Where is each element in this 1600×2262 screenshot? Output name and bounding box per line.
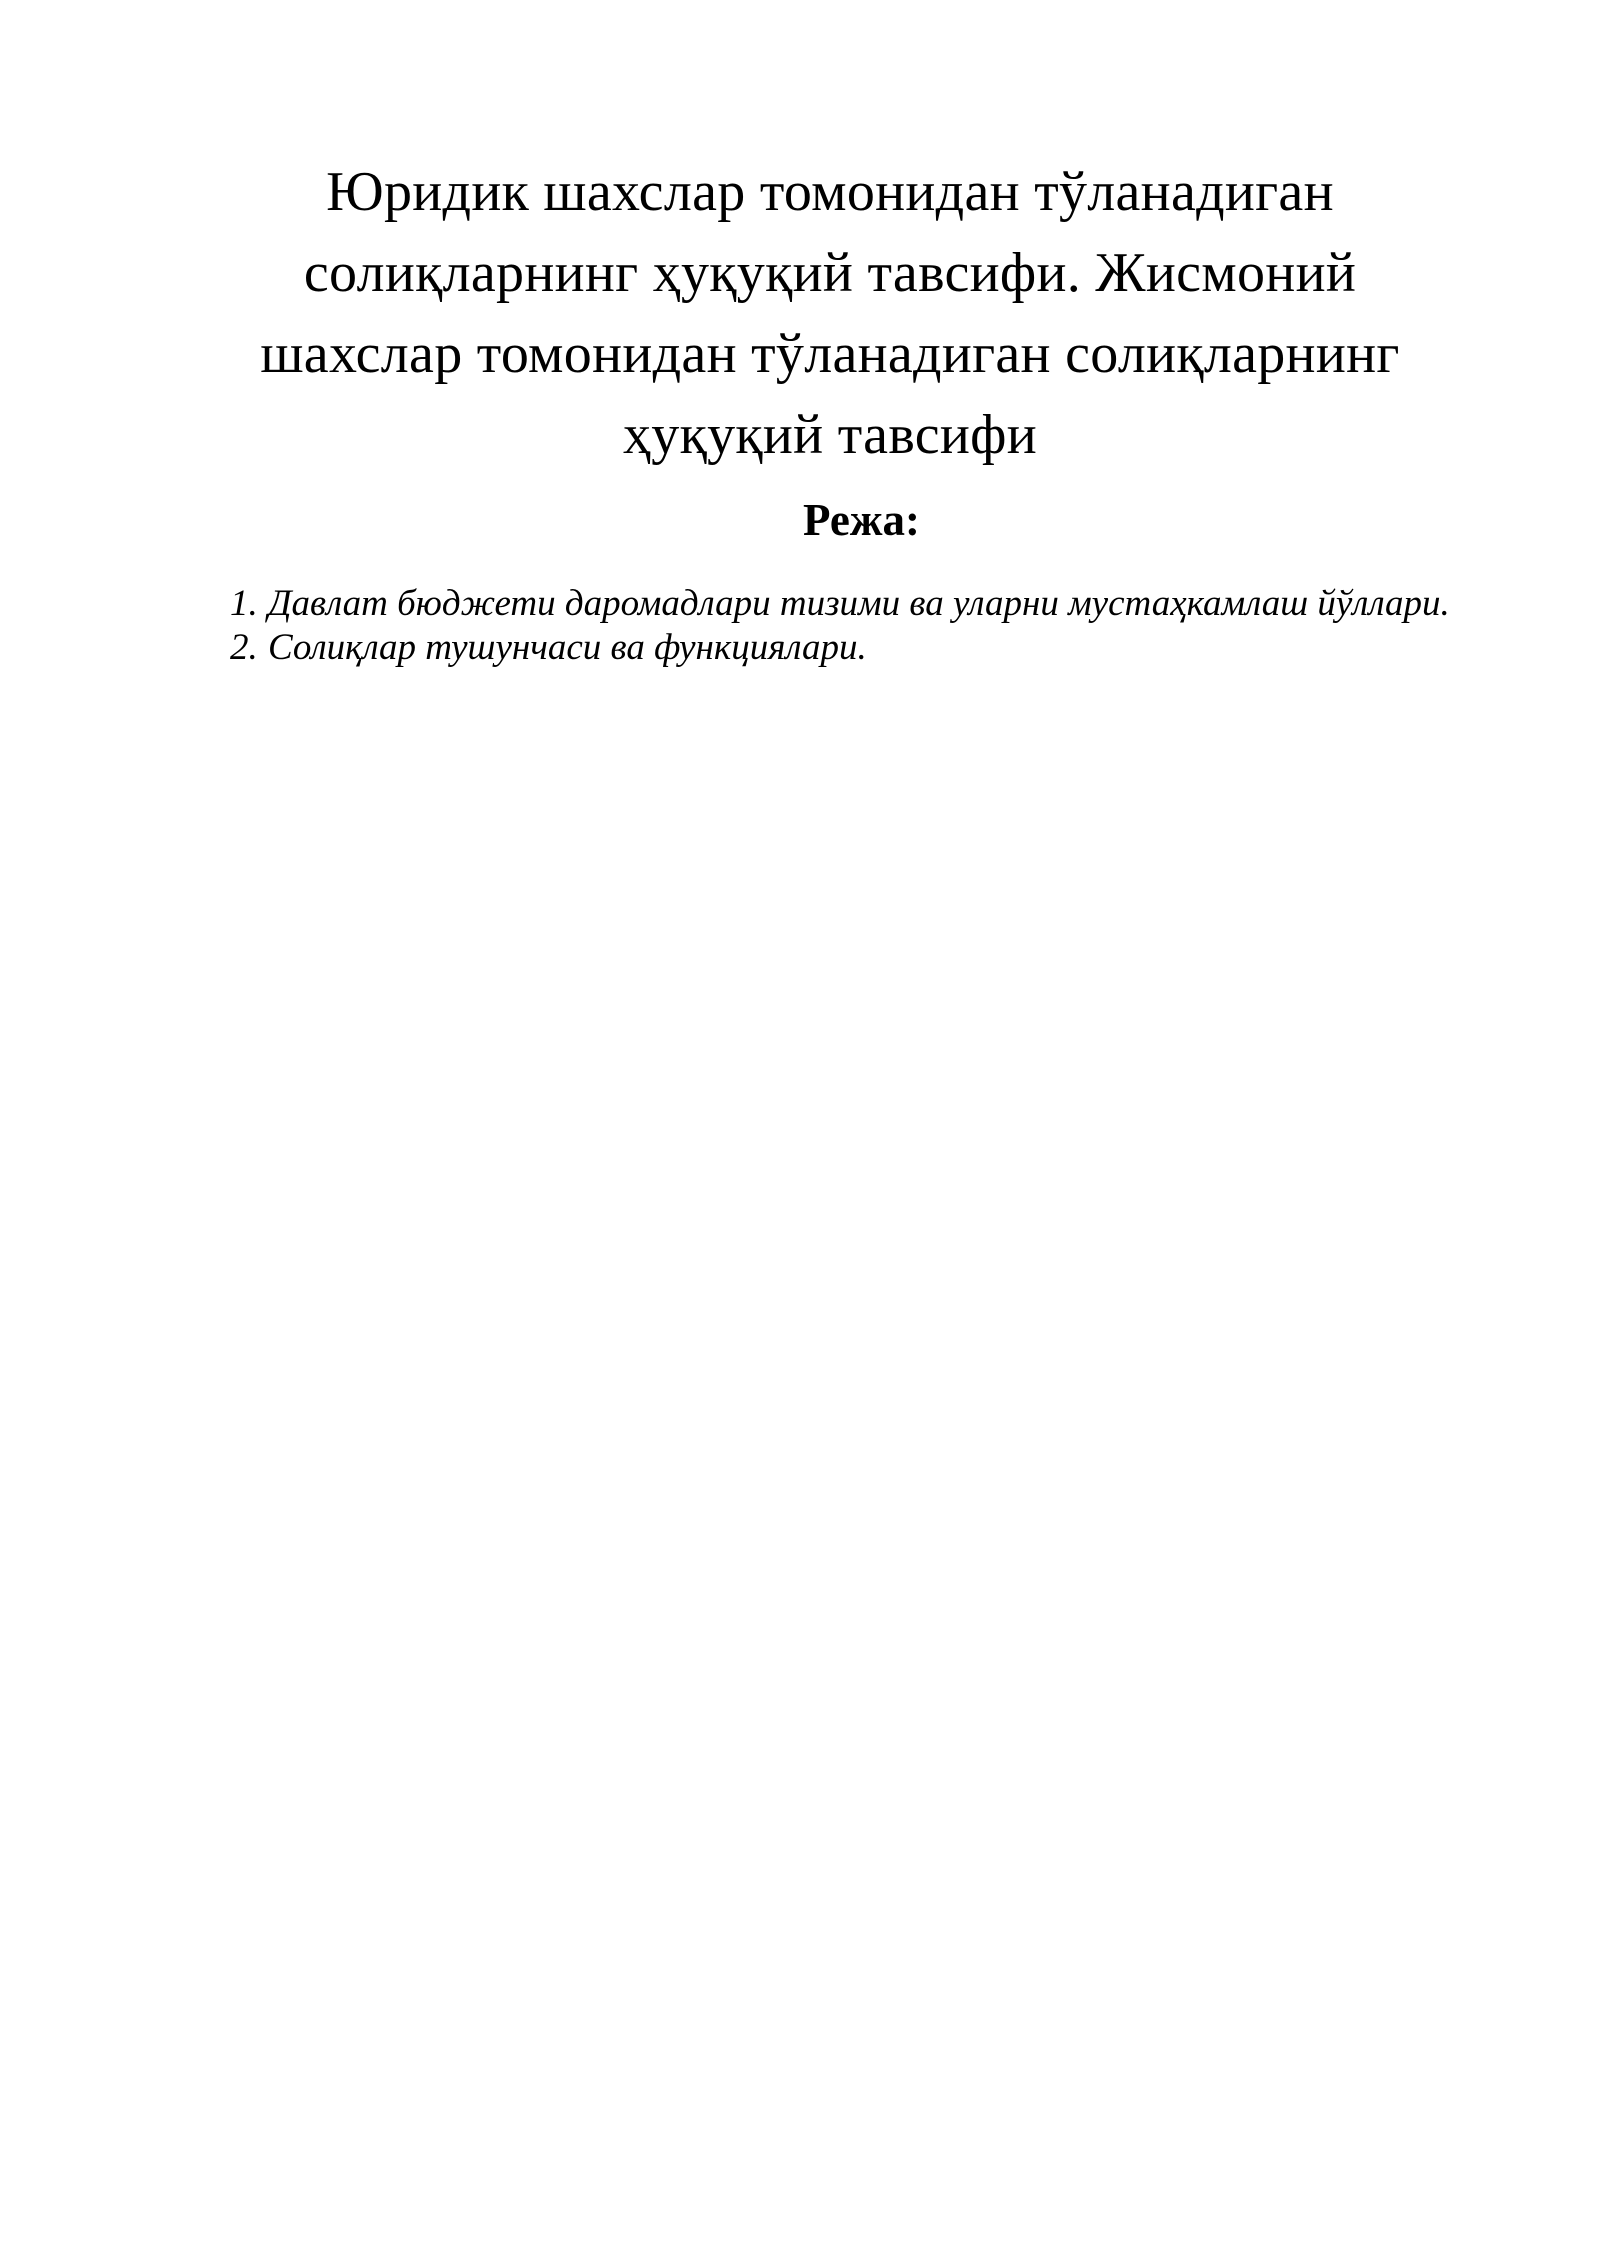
plan-heading: Режа:: [803, 495, 920, 545]
plan-list: [230, 582, 1510, 670]
plan-item: [230, 626, 1510, 670]
plan-item-number: 1.: [230, 583, 258, 624]
plan-item-text: Солиқлар тушунчаси ва функциялари.: [268, 627, 867, 668]
plan-item-number: 2.: [230, 627, 258, 668]
document-title: Юридик шахслар томонидан тўланадиган солиқларнинг ҳуқуқий тавсифи. Жисмоний шахслар томонидан тўланадиган солиқларнинг ҳуқуқий тавсифи: [260, 161, 1400, 466]
plan-item: [230, 582, 1510, 626]
plan-item-text: Давлат бюджети даромадлари тизими ва уларни мустаҳкамлаш йўллари.: [268, 583, 1450, 624]
